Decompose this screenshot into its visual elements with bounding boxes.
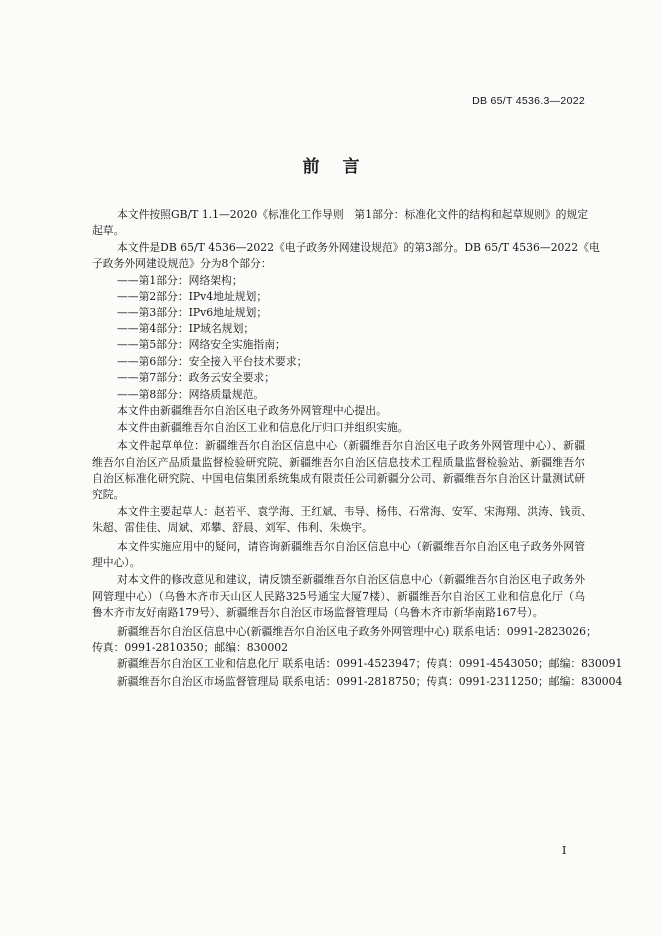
drafting-units-line: 本文件起草单位：新疆维吾尔自治区信息中心（新疆维吾尔自治区电子政务外网管理中心）、新疆 [117, 439, 585, 452]
document-code-header: DB 65/T 4536.3—2022 [472, 95, 585, 107]
contact-industry-dept-line: 新疆维吾尔自治区工业和信息化厅 联系电话：0991-4523947；传真：0991-4543050；邮编：830091 [117, 657, 623, 670]
drafting-units-line: 究院。 [92, 488, 125, 501]
proposer-statement: 本文件由新疆维吾尔自治区电子政务外网管理中心提出。 [117, 404, 387, 417]
inquiry-line: 理中心）。 [92, 556, 141, 569]
part-list-item: ——第8部分：网络质量规范。 [117, 388, 265, 401]
drafting-basis-line: 起草。 [92, 224, 125, 237]
drafters-line: 朱超、雷佳佳、周斌、邓攀、舒晨、刘军、伟利、朱焕宇。 [92, 521, 373, 534]
part-list-item: ——第4部分：IP域名规划； [117, 322, 255, 335]
series-intro-line: 子政务外网建设规范》分为8个部分： [92, 257, 272, 270]
page-number: I [562, 844, 567, 857]
administrator-statement: 本文件由新疆维吾尔自治区工业和信息化厅归口并组织实施。 [117, 421, 409, 434]
contact-info-center-line: 传真：0991-2810350；邮编：830002 [92, 641, 289, 654]
inquiry-line: 本文件实施应用中的疑问，请咨询新疆维吾尔自治区信息中心（新疆维吾尔自治区电子政务外网管 [117, 540, 585, 553]
feedback-line: 对本文件的修改意见和建议，请反馈至新疆维吾尔自治区信息中心（新疆维吾尔自治区电子政务外 [117, 573, 585, 586]
part-list-item: ——第1部分：网络架构； [117, 274, 243, 287]
contact-market-bureau-line: 新疆维吾尔自治区市场监督管理局 联系电话：0991-2818750；传真：0991-2311250；邮编：830004 [117, 675, 623, 688]
contact-info-center-line: 新疆维吾尔自治区信息中心(新疆维吾尔自治区电子政务外网管理中心) 联系电话：0991-2823026； [117, 625, 597, 638]
part-list-item: ——第7部分：政务云安全要求； [117, 371, 276, 384]
part-list-item: ——第3部分：IPv6地址规划； [117, 306, 268, 319]
drafting-basis-line: 本文件按照GB/T 1.1—2020《标准化工作导则 第1部分：标准化文件的结构和起草规则》的规定 [117, 208, 589, 221]
part-list-item: ——第5部分：网络安全实施指南； [117, 338, 286, 351]
drafting-units-line: 自治区标准化研究院、中国电信集团系统集成有限责任公司新疆分公司、新疆维吾尔自治区计量测试研 [92, 472, 585, 485]
feedback-line: 鲁木齐市友好南路179号）、新疆维吾尔自治区市场监督管理局（乌鲁木齐市新华南路167号）。 [92, 606, 544, 619]
drafting-units-line: 维吾尔自治区产品质量监督检验研究院、新疆维吾尔自治区信息技术工程质量监督检验站、新疆维吾尔 [92, 456, 585, 469]
part-list-item: ——第2部分：IPv4地址规划； [117, 290, 268, 303]
feedback-line: 网管理中心）（乌鲁木齐市天山区人民路325号通宝大厦7楼）、新疆维吾尔自治区工业和信息化厅（乌 [92, 590, 585, 603]
series-intro-line: 本文件是DB 65/T 4536—2022《电子政务外网建设规范》的第3部分。DB 65/T 4536—2022《电 [117, 241, 600, 254]
drafters-line: 本文件主要起草人：赵若平、袁学海、王红斌、韦导、杨伟、石常海、安军、宋海翔、洪涛、钱贡、 [117, 505, 593, 518]
part-list-item: ——第6部分：安全接入平台技术要求； [117, 355, 308, 368]
page-title: 前言 [302, 157, 383, 177]
